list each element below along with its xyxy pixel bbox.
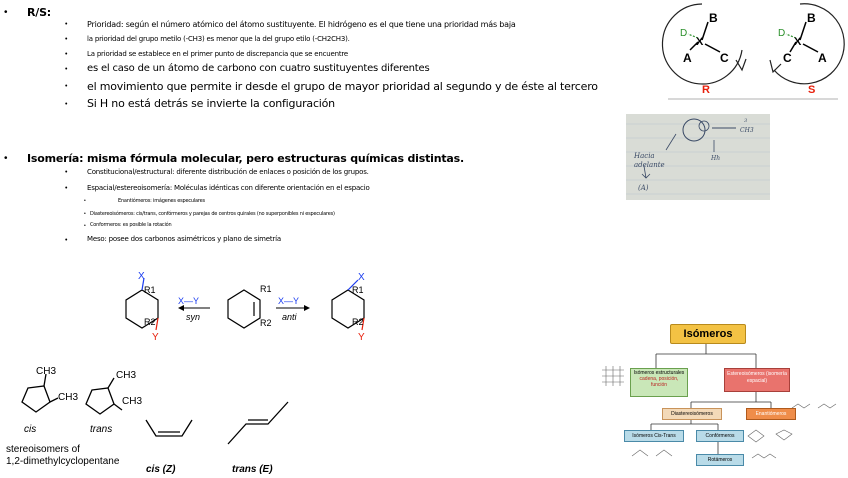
- hand-text: Hacia: [634, 152, 655, 160]
- label-c: C: [720, 51, 729, 65]
- isomeria-subitem: Enantiómeros: imágenes especulares: [118, 198, 205, 204]
- rs-item: Prioridad: según el número atómico del átomo sustituyente. El hidrógeno es el que tiene una prioridad más baja: [87, 20, 516, 29]
- ch3-label: CH3: [58, 392, 79, 403]
- diastereo-box: Diastereoisómeros: [662, 408, 722, 420]
- rotameros-box: Rotámeros: [696, 454, 744, 466]
- bullet: •: [84, 223, 86, 229]
- handwritten-note: [626, 114, 770, 200]
- label-x: X: [696, 36, 704, 48]
- enantio-box: Enantiómeros: [746, 408, 796, 420]
- label-a: A: [683, 51, 692, 65]
- isomeria-subitem: Diastereoisómeros: cis/trans, confórmeros y parejas de centros quirales (no superponibles ni especulares): [90, 211, 335, 217]
- label-d: D: [778, 28, 786, 39]
- bullet: •: [65, 169, 68, 176]
- structural-box: [630, 368, 688, 397]
- trans-label: trans: [90, 424, 113, 435]
- y-label: Y: [152, 332, 159, 343]
- trans-e-label: trans (E): [232, 464, 273, 475]
- trans-cyclopentane: [86, 378, 122, 414]
- rs-item: la prioridad del grupo metilo (-CH3) es menor que la del grupo etilo (-CH2CH3).: [87, 35, 350, 43]
- rs-item: La prioridad se establece en el primer punto de discrepancia que se encuentre: [87, 50, 349, 58]
- label-d: D: [680, 28, 688, 39]
- cond-syn: syn: [186, 312, 201, 322]
- conform-box: Confórmeros: [696, 430, 744, 442]
- hand-text: 3: [744, 118, 748, 124]
- cis-trans-figure: [6, 360, 296, 477]
- r1-label: R1: [260, 284, 272, 294]
- bullet: •: [65, 51, 68, 58]
- rs-item: el movimiento que permite ir desde el grupo de mayor prioridad al segundo y de éste al tercero: [87, 80, 598, 93]
- bullet: •: [65, 21, 68, 28]
- ch3-label: CH3: [36, 366, 57, 377]
- bullet: •: [65, 185, 68, 192]
- r2-label: R2: [260, 318, 272, 328]
- structural-sub: cadena, posición, función: [639, 376, 679, 388]
- s-molecule: [770, 4, 844, 96]
- rs-item: Si H no está detrás se invierte la configuración: [87, 97, 335, 110]
- bullet: •: [4, 7, 8, 18]
- handwritten-note-photo: [626, 114, 770, 200]
- bullet: •: [65, 237, 68, 244]
- bullet: •: [65, 36, 68, 43]
- cond-anti: anti: [282, 312, 297, 322]
- bullet: •: [65, 83, 68, 90]
- s-label: S: [808, 84, 816, 96]
- isomeria-meso: Meso: posee dos carbonos asimétricos y plano de simetría: [87, 235, 281, 243]
- reagent-right: X—Y: [278, 296, 300, 306]
- rs-configuration-figure: [650, 0, 848, 100]
- chart-title: Isómeros: [670, 324, 746, 344]
- structural-label: Isómeros estructurales: [633, 370, 685, 376]
- alkene-reactant: [228, 290, 260, 328]
- r1-label: R1: [144, 285, 156, 295]
- x-label: X: [358, 272, 365, 283]
- label-x: X: [794, 36, 802, 48]
- cis-alkene: [146, 420, 192, 436]
- caption-line1: stereoisomers of: [6, 444, 80, 455]
- label-b: B: [807, 11, 816, 25]
- label-b: B: [709, 11, 718, 25]
- rs-title: R/S:: [27, 6, 52, 19]
- cistrans-box: Isómeros Cis-Trans: [624, 430, 684, 442]
- r2-label: R2: [352, 317, 364, 327]
- bullet: •: [84, 198, 86, 204]
- hand-text: adelante: [634, 161, 665, 169]
- isomer-classification-chart: [596, 318, 842, 473]
- r2-label: R2: [144, 317, 156, 327]
- caption-line2: 1,2-dimethylcyclopentane: [6, 456, 120, 467]
- isomeria-title: Isomería: misma fórmula molecular, pero estructuras químicas distintas.: [27, 152, 464, 165]
- hand-text: CH3: [740, 127, 754, 134]
- rs-item: es el caso de un átomo de carbono con cuatro sustituyentes diferentes: [87, 63, 430, 74]
- x-label: X: [138, 271, 145, 282]
- cis-label: cis: [24, 424, 37, 435]
- hand-text: Hh: [711, 155, 721, 162]
- cis-z-label: cis (Z): [146, 464, 176, 475]
- cis-cyclopentane: [22, 374, 58, 412]
- hand-text: (A): [638, 184, 649, 192]
- ch3-label: CH3: [116, 370, 137, 381]
- isomeria-item: Espacial/estereoisomería: Moléculas idénticas con diferente orientación en el espacio: [87, 184, 370, 192]
- label-a: A: [818, 51, 827, 65]
- r1-label: R1: [352, 285, 364, 295]
- r-molecule: [662, 4, 746, 96]
- r-label: R: [702, 84, 710, 96]
- trans-alkene: [228, 402, 288, 444]
- bullet: •: [65, 101, 68, 108]
- bullet: •: [4, 153, 8, 164]
- label-c: C: [783, 51, 792, 65]
- stereo-box: Estereoisómeros (isomería espacial): [724, 368, 790, 392]
- isomeria-item: Constitucional/estructural: diferente distribución de enlaces o posición de los grupos.: [87, 168, 369, 176]
- bullet: •: [84, 211, 86, 217]
- isomeria-subitem: Conformeros: es posible la rotación: [90, 222, 172, 228]
- bullet: •: [65, 66, 68, 73]
- y-label: Y: [358, 332, 365, 343]
- ch3-label: CH3: [122, 396, 143, 407]
- reagent-left: X—Y: [178, 296, 200, 306]
- addition-reaction-scheme: [96, 268, 396, 348]
